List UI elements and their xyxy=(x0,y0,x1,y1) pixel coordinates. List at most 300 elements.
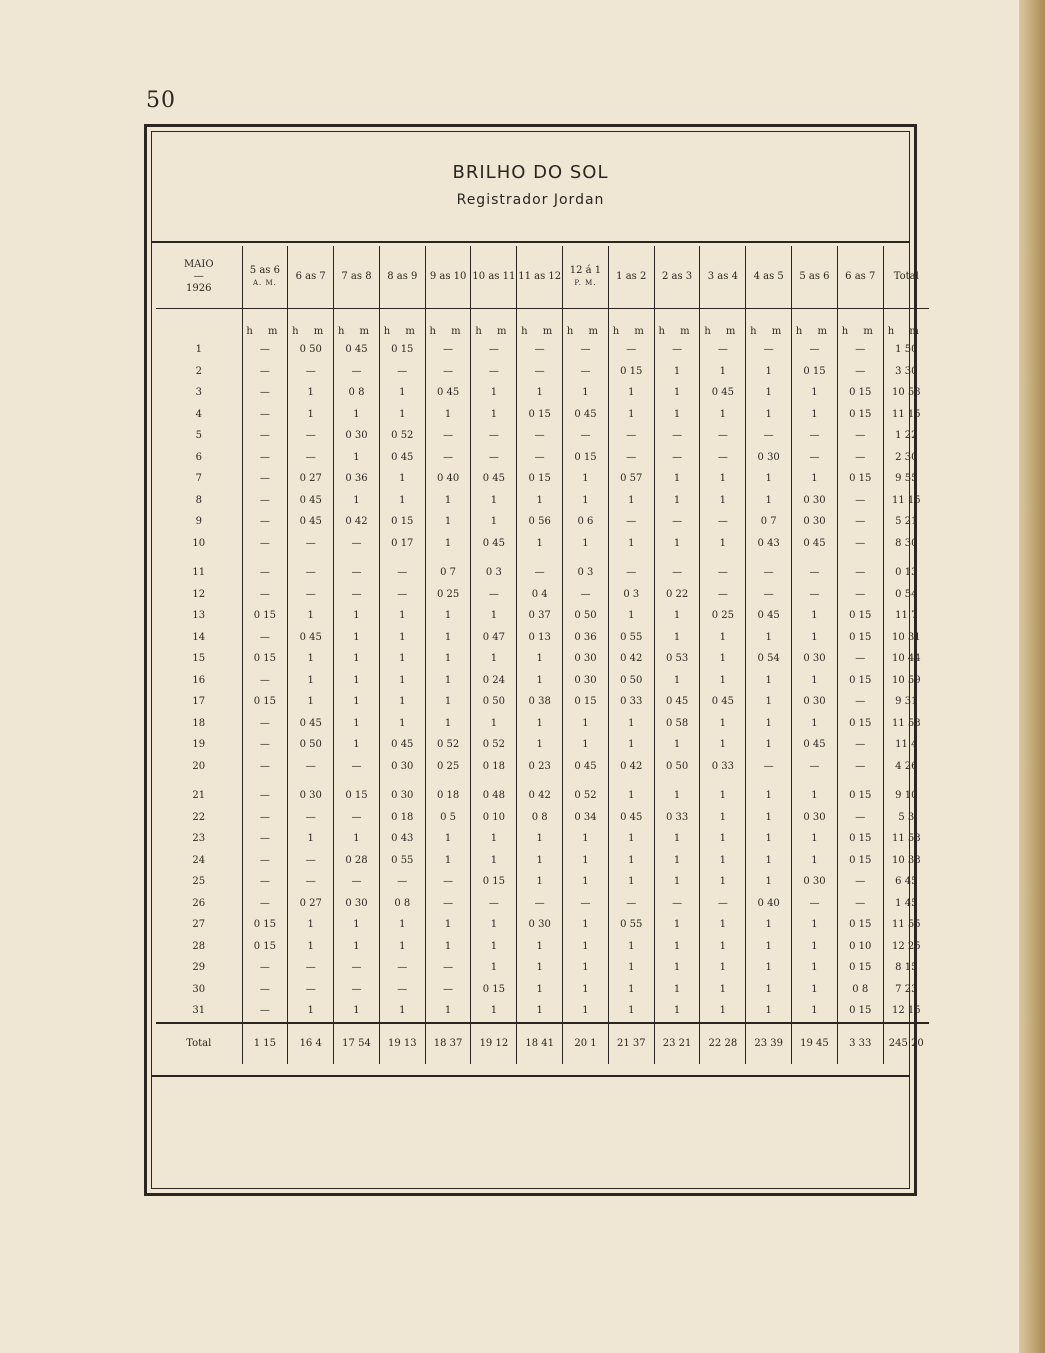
value-cell: 0 56 xyxy=(517,511,563,533)
value-cell: 0 30 xyxy=(792,511,838,533)
units-cell: h m xyxy=(288,309,334,340)
value-cell: 1 xyxy=(700,361,746,383)
value-cell: 1 xyxy=(746,914,792,936)
value-cell: 1 xyxy=(700,936,746,958)
units-cell: h m xyxy=(608,309,654,340)
column-header xyxy=(517,246,563,309)
value-cell: — xyxy=(654,554,700,584)
value-cell: 0 50 xyxy=(608,670,654,692)
value-cell: 0 13 xyxy=(517,627,563,649)
row-total-cell: 9 31 xyxy=(883,691,929,713)
value-cell: — xyxy=(837,584,883,606)
day-cell: 1 xyxy=(195,344,202,356)
value-cell: 1 xyxy=(517,936,563,958)
column-header-label: 8 as 9 xyxy=(387,271,418,282)
value-cell: 0 15 xyxy=(242,648,288,670)
value-cell: 1 xyxy=(425,1000,471,1023)
value-cell: 0 27 xyxy=(288,893,334,915)
row-total-cell: 10 44 xyxy=(883,648,929,670)
value-cell: 1 xyxy=(425,404,471,426)
value-cell: 1 xyxy=(471,382,517,404)
value-cell: 0 30 xyxy=(746,447,792,469)
value-cell: 0 15 xyxy=(837,828,883,850)
value-cell: 1 xyxy=(379,490,425,512)
value-cell: 1 xyxy=(700,807,746,829)
value-cell: — xyxy=(700,511,746,533)
value-cell: 1 xyxy=(471,957,517,979)
value-cell: 1 xyxy=(700,627,746,649)
value-cell: 0 15 xyxy=(242,691,288,713)
column-header-label: 5 as 6 xyxy=(799,271,830,282)
value-cell: 1 xyxy=(288,936,334,958)
value-cell: — xyxy=(654,447,700,469)
column-header xyxy=(563,246,609,309)
value-cell: 1 xyxy=(700,914,746,936)
total-cell: 16 4 xyxy=(288,1023,334,1064)
value-cell: 1 xyxy=(471,828,517,850)
value-cell: 0 47 xyxy=(471,627,517,649)
value-cell: 1 xyxy=(792,605,838,627)
value-cell: 1 xyxy=(654,734,700,756)
value-cell: 1 xyxy=(334,691,380,713)
value-cell: 1 xyxy=(563,713,609,735)
value-cell: 0 15 xyxy=(242,936,288,958)
value-cell: 1 xyxy=(608,871,654,893)
value-cell: 1 xyxy=(654,361,700,383)
value-cell: 1 xyxy=(425,850,471,872)
table-row xyxy=(156,713,929,735)
value-cell: — xyxy=(288,850,334,872)
value-cell: 1 xyxy=(517,957,563,979)
value-cell: 1 xyxy=(746,979,792,1001)
value-cell: 1 xyxy=(334,404,380,426)
value-cell: 1 xyxy=(425,490,471,512)
value-cell: 1 xyxy=(792,914,838,936)
value-cell: 1 xyxy=(517,871,563,893)
value-cell: 1 xyxy=(334,1000,380,1023)
value-cell: 1 xyxy=(288,691,334,713)
value-cell: — xyxy=(379,979,425,1001)
value-cell: 0 15 xyxy=(379,511,425,533)
value-cell: 1 xyxy=(654,605,700,627)
value-cell: — xyxy=(242,713,288,735)
value-cell: 1 xyxy=(608,979,654,1001)
day-cell: 4 xyxy=(195,408,202,420)
value-cell: 0 45 xyxy=(700,691,746,713)
units-cell: h m xyxy=(334,309,380,340)
value-cell: 1 xyxy=(517,713,563,735)
value-cell: — xyxy=(517,554,563,584)
value-cell: 0 45 xyxy=(792,734,838,756)
value-cell: 1 xyxy=(563,734,609,756)
total-label: Total xyxy=(156,1023,242,1064)
row-total-cell: 9 55 xyxy=(883,468,929,490)
value-cell: — xyxy=(700,554,746,584)
day-cell: 22 xyxy=(192,811,206,823)
row-total-cell: 11 15 xyxy=(883,404,929,426)
value-cell: 1 xyxy=(517,382,563,404)
value-cell: 1 xyxy=(379,468,425,490)
day-cell: 6 xyxy=(195,451,202,463)
day-cell: 10 xyxy=(192,537,206,549)
value-cell: 0 53 xyxy=(654,648,700,670)
value-cell: 1 xyxy=(425,605,471,627)
value-cell: 1 xyxy=(746,1000,792,1023)
units-cell: h m xyxy=(746,309,792,340)
total-cell: 19 13 xyxy=(379,1023,425,1064)
value-cell: — xyxy=(608,511,654,533)
table-row xyxy=(156,533,929,555)
value-cell: — xyxy=(563,893,609,915)
value-cell: 1 xyxy=(654,670,700,692)
value-cell: 0 15 xyxy=(837,670,883,692)
value-cell: 0 15 xyxy=(242,605,288,627)
column-header-label: 9 as 10 xyxy=(429,271,467,282)
day-cell: 20 xyxy=(192,760,206,772)
value-cell: 1 xyxy=(654,828,700,850)
value-cell: — xyxy=(563,425,609,447)
value-cell: — xyxy=(608,554,654,584)
units-cell: h m xyxy=(425,309,471,340)
value-cell: — xyxy=(837,893,883,915)
row-total-cell: 0 54 xyxy=(883,584,929,606)
value-cell: — xyxy=(700,893,746,915)
value-cell: 1 xyxy=(471,850,517,872)
value-cell: 1 xyxy=(425,713,471,735)
value-cell: 1 xyxy=(288,382,334,404)
value-cell: 0 54 xyxy=(746,648,792,670)
value-cell: 0 15 xyxy=(837,468,883,490)
row-total-cell: 5 21 xyxy=(883,511,929,533)
am-note: A. M. xyxy=(252,279,277,287)
value-cell: 1 xyxy=(379,382,425,404)
value-cell: 1 xyxy=(700,734,746,756)
value-cell: — xyxy=(334,584,380,606)
value-cell: 1 xyxy=(334,713,380,735)
units-cell: h m xyxy=(242,309,288,340)
value-cell: — xyxy=(242,850,288,872)
value-cell: — xyxy=(242,490,288,512)
value-cell: — xyxy=(517,339,563,361)
column-header-label: 12 á 1 xyxy=(569,265,602,276)
value-cell: 1 xyxy=(471,648,517,670)
value-cell: 1 xyxy=(608,382,654,404)
table-body xyxy=(156,309,929,1064)
value-cell: 0 15 xyxy=(837,957,883,979)
value-cell: 1 xyxy=(700,979,746,1001)
value-cell: — xyxy=(837,447,883,469)
table-row xyxy=(156,605,929,627)
value-cell: — xyxy=(379,584,425,606)
units-row xyxy=(156,309,929,340)
value-cell: 0 30 xyxy=(792,490,838,512)
value-cell: 0 15 xyxy=(837,627,883,649)
value-cell: 0 45 xyxy=(471,533,517,555)
value-cell: 0 4 xyxy=(517,584,563,606)
value-cell: 1 xyxy=(563,914,609,936)
value-cell: — xyxy=(425,361,471,383)
row-total-cell: 10 59 xyxy=(883,670,929,692)
day-cell: 28 xyxy=(192,940,206,952)
units-cell: h m xyxy=(563,309,609,340)
value-cell: 1 xyxy=(471,914,517,936)
footer-blank-area xyxy=(152,1079,909,1188)
value-cell: — xyxy=(517,425,563,447)
day-cell: 25 xyxy=(192,876,206,888)
row-total-cell: 2 30 xyxy=(883,447,929,469)
value-cell: 0 30 xyxy=(792,691,838,713)
value-cell: — xyxy=(837,871,883,893)
value-cell: 1 xyxy=(334,914,380,936)
value-cell: 0 17 xyxy=(379,533,425,555)
row-total-cell: 12 15 xyxy=(883,1000,929,1023)
table-row xyxy=(156,850,929,872)
value-cell: — xyxy=(379,554,425,584)
value-cell: 0 45 xyxy=(288,490,334,512)
value-cell: 1 xyxy=(700,713,746,735)
value-cell: 0 42 xyxy=(608,648,654,670)
value-cell: 1 xyxy=(746,777,792,807)
value-cell: 1 xyxy=(608,734,654,756)
day-cell: 2 xyxy=(195,365,202,377)
total-cell: 18 37 xyxy=(425,1023,471,1064)
value-cell: — xyxy=(654,511,700,533)
value-cell: 1 xyxy=(288,648,334,670)
row-total-cell: 9 10 xyxy=(883,777,929,807)
units-blank-cell xyxy=(156,309,242,340)
value-cell: — xyxy=(425,339,471,361)
sunshine-table xyxy=(156,246,929,1064)
value-cell: 0 45 xyxy=(334,339,380,361)
value-cell: 1 xyxy=(792,713,838,735)
day-cell: 27 xyxy=(192,919,206,931)
value-cell: — xyxy=(517,447,563,469)
value-cell: 1 xyxy=(746,734,792,756)
value-cell: 1 xyxy=(334,734,380,756)
row-total-cell: 4 26 xyxy=(883,756,929,778)
value-cell: 0 58 xyxy=(654,713,700,735)
column-header xyxy=(334,246,380,309)
value-cell: — xyxy=(608,425,654,447)
value-cell: 0 15 xyxy=(379,339,425,361)
value-cell: 1 xyxy=(563,382,609,404)
value-cell: 0 15 xyxy=(837,777,883,807)
value-cell: 1 xyxy=(334,828,380,850)
value-cell: 1 xyxy=(792,979,838,1001)
value-cell: 1 xyxy=(746,361,792,383)
value-cell: 0 55 xyxy=(608,914,654,936)
value-cell: 0 15 xyxy=(563,691,609,713)
value-cell: — xyxy=(837,734,883,756)
value-cell: 1 xyxy=(654,490,700,512)
column-header xyxy=(379,246,425,309)
table-row xyxy=(156,382,929,404)
value-cell: 0 22 xyxy=(654,584,700,606)
value-cell: 0 38 xyxy=(517,691,563,713)
table-row xyxy=(156,936,929,958)
value-cell: — xyxy=(242,554,288,584)
day-cell: 21 xyxy=(192,790,206,802)
row-total-cell: 3 30 xyxy=(883,361,929,383)
value-cell: 0 18 xyxy=(471,756,517,778)
value-cell: — xyxy=(334,957,380,979)
column-header xyxy=(288,246,334,309)
value-cell: — xyxy=(379,871,425,893)
value-cell: 1 xyxy=(563,828,609,850)
value-cell: — xyxy=(837,533,883,555)
value-cell: 1 xyxy=(471,511,517,533)
value-cell: 1 xyxy=(746,828,792,850)
table-row xyxy=(156,584,929,606)
value-cell: 0 48 xyxy=(471,777,517,807)
value-cell: — xyxy=(837,648,883,670)
value-cell: 1 xyxy=(563,850,609,872)
value-cell: — xyxy=(425,893,471,915)
value-cell: — xyxy=(334,756,380,778)
value-cell: 1 xyxy=(471,713,517,735)
value-cell: 1 xyxy=(700,828,746,850)
value-cell: 1 xyxy=(471,490,517,512)
value-cell: 1 xyxy=(654,936,700,958)
value-cell: 0 15 xyxy=(792,361,838,383)
day-cell: 23 xyxy=(192,833,206,845)
value-cell: — xyxy=(242,447,288,469)
value-cell: — xyxy=(654,425,700,447)
column-header-label: 6 as 7 xyxy=(295,271,326,282)
value-cell: — xyxy=(792,756,838,778)
table-row xyxy=(156,734,929,756)
value-cell: — xyxy=(563,584,609,606)
value-cell: 1 xyxy=(334,670,380,692)
value-cell: — xyxy=(425,871,471,893)
value-cell: 0 8 xyxy=(379,893,425,915)
value-cell: 0 55 xyxy=(379,850,425,872)
value-cell: 0 7 xyxy=(425,554,471,584)
table-row xyxy=(156,957,929,979)
table-row xyxy=(156,511,929,533)
value-cell: 1 xyxy=(517,490,563,512)
page-subtitle: Registrador Jordan xyxy=(456,192,605,208)
value-cell: 0 30 xyxy=(563,670,609,692)
row-total-cell: 12 25 xyxy=(883,936,929,958)
value-cell: 0 8 xyxy=(837,979,883,1001)
day-cell: 17 xyxy=(192,696,206,708)
column-header xyxy=(242,246,288,309)
value-cell: 0 50 xyxy=(288,339,334,361)
value-cell: 1 xyxy=(379,627,425,649)
year-label: 1926 xyxy=(186,283,212,294)
value-cell: 1 xyxy=(746,871,792,893)
day-cell: 31 xyxy=(192,1005,206,1017)
units-cell: h m xyxy=(792,309,838,340)
table-row xyxy=(156,339,929,361)
value-cell: 1 xyxy=(792,1000,838,1023)
value-cell: 1 xyxy=(700,1000,746,1023)
value-cell: — xyxy=(746,756,792,778)
value-cell: — xyxy=(837,511,883,533)
value-cell: — xyxy=(334,554,380,584)
value-cell: — xyxy=(471,447,517,469)
value-cell: — xyxy=(837,490,883,512)
value-cell: 1 xyxy=(700,490,746,512)
value-cell: 0 18 xyxy=(425,777,471,807)
day-cell: 16 xyxy=(192,674,206,686)
value-cell: 0 30 xyxy=(379,756,425,778)
value-cell: — xyxy=(792,425,838,447)
value-cell: 1 xyxy=(700,871,746,893)
value-cell: 1 xyxy=(379,670,425,692)
value-cell: 0 33 xyxy=(654,807,700,829)
value-cell: — xyxy=(242,584,288,606)
value-cell: — xyxy=(334,807,380,829)
units-cell: h m xyxy=(654,309,700,340)
value-cell: — xyxy=(608,893,654,915)
value-cell: 1 xyxy=(654,404,700,426)
value-cell: 0 23 xyxy=(517,756,563,778)
value-cell: 0 45 xyxy=(563,404,609,426)
column-header-label: 5 as 6 xyxy=(249,265,280,276)
total-cell: 23 39 xyxy=(746,1023,792,1064)
value-cell: — xyxy=(379,957,425,979)
value-cell: 0 45 xyxy=(654,691,700,713)
column-header-label: 11 as 12 xyxy=(518,271,562,282)
value-cell: 0 43 xyxy=(379,828,425,850)
value-cell: — xyxy=(837,691,883,713)
value-cell: 0 30 xyxy=(792,807,838,829)
value-cell: 1 xyxy=(471,605,517,627)
value-cell: — xyxy=(792,339,838,361)
day-cell: 3 xyxy=(195,387,202,399)
value-cell: — xyxy=(792,584,838,606)
value-cell: 1 xyxy=(792,670,838,692)
value-cell: 0 30 xyxy=(379,777,425,807)
value-cell: — xyxy=(471,361,517,383)
row-total-cell: 11 7 xyxy=(883,605,929,627)
value-cell: 1 xyxy=(746,713,792,735)
value-cell: — xyxy=(746,554,792,584)
month-label: MAIO xyxy=(183,259,214,270)
value-cell: 1 xyxy=(792,828,838,850)
value-cell: 0 30 xyxy=(334,893,380,915)
value-cell: — xyxy=(242,425,288,447)
row-total-cell: 5 3 xyxy=(883,807,929,829)
value-cell: 1 xyxy=(379,605,425,627)
value-cell: 1 xyxy=(425,533,471,555)
day-cell: 9 xyxy=(195,516,202,528)
value-cell: — xyxy=(700,447,746,469)
value-cell: — xyxy=(242,670,288,692)
value-cell: — xyxy=(425,957,471,979)
value-cell: 0 40 xyxy=(746,893,792,915)
value-cell: 0 45 xyxy=(288,511,334,533)
value-cell: 1 xyxy=(563,533,609,555)
total-cell: 21 37 xyxy=(608,1023,654,1064)
value-cell: — xyxy=(288,533,334,555)
total-cell: 19 45 xyxy=(792,1023,838,1064)
column-header xyxy=(700,246,746,309)
value-cell: 1 xyxy=(746,468,792,490)
value-cell: — xyxy=(654,893,700,915)
value-cell: 0 50 xyxy=(288,734,334,756)
value-cell: — xyxy=(608,447,654,469)
value-cell: 1 xyxy=(563,1000,609,1023)
value-cell: 0 50 xyxy=(654,756,700,778)
value-cell: 0 15 xyxy=(837,404,883,426)
value-cell: 1 xyxy=(334,605,380,627)
value-cell: 1 xyxy=(608,957,654,979)
value-cell: 0 33 xyxy=(700,756,746,778)
value-cell: — xyxy=(746,339,792,361)
